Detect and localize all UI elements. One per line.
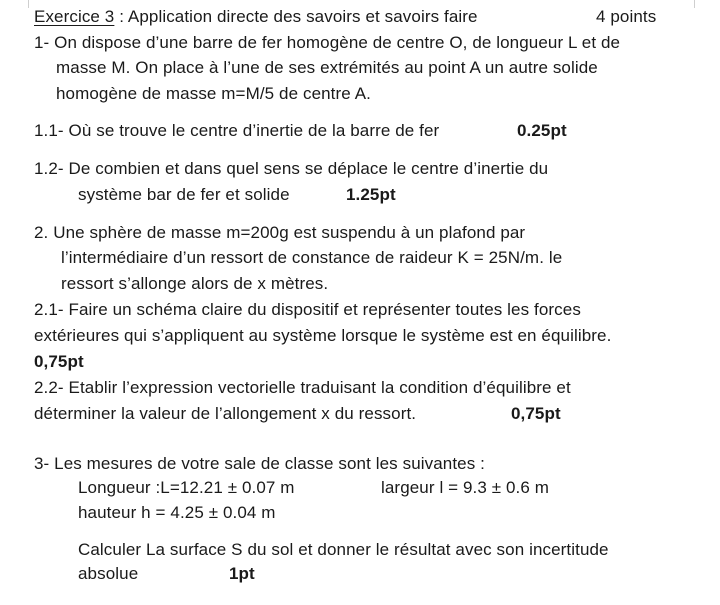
q2-2-line-2: déterminer la valeur de l’allongement x du ressort. xyxy=(34,404,417,423)
q1-line-1: 1- On dispose d’une barre de fer homogène de centre O, de longueur L et de xyxy=(34,33,621,52)
q1-line-3: homogène de masse m=M/5 de centre A. xyxy=(56,84,371,103)
left-frame-line xyxy=(28,0,29,8)
q1-2-score: 1.25pt xyxy=(346,185,396,204)
exercise-label: Exercice 3 xyxy=(34,7,115,26)
exercise-points: 4 points xyxy=(596,7,657,26)
q2-line-1: 2. Une sphère de masse m=200g est suspendu à un plafond par xyxy=(34,223,526,242)
q2-line-3: ressort s’allonge alors de x mètres. xyxy=(61,274,329,293)
q3-score: 1pt xyxy=(229,564,255,583)
q3-length: Longueur :L=12.21 ± 0.07 m xyxy=(78,478,295,497)
q2-1-score: 0,75pt xyxy=(34,352,84,371)
q2-2-score: 0,75pt xyxy=(511,404,561,423)
q1-2-line-1: 1.2- De combien et dans quel sens se déplace le centre d’inertie du xyxy=(34,159,549,178)
q1-1-score: 0.25pt xyxy=(517,121,567,140)
q2-line-2: l’intermédiaire d’un ressort de constance de raideur K = 25N/m. le xyxy=(61,248,563,267)
q1-line-2: masse M. On place à l’une de ses extrémités au point A un autre solide xyxy=(56,58,598,77)
q1-1-text: 1.1- Où se trouve le centre d’inertie de la barre de fer xyxy=(34,121,440,140)
q2-1-line-1: 2.1- Faire un schéma claire du dispositif et représenter toutes les forces xyxy=(34,300,581,319)
q2-2-line-1: 2.2- Etablir l’expression vectorielle traduisant la condition d’équilibre et xyxy=(34,378,571,397)
q3-task-line-1: Calculer La surface S du sol et donner le résultat avec son incertitude xyxy=(78,540,609,559)
q3-task-line-2: absolue xyxy=(78,564,139,583)
right-frame-line xyxy=(694,0,695,8)
q3-width: largeur l = 9.3 ± 0.6 m xyxy=(381,478,550,497)
q3-intro: 3- Les mesures de votre sale de classe sont les suivantes : xyxy=(34,454,485,473)
q1-2-line-2: système bar de fer et solide xyxy=(78,185,290,204)
exercise-header xyxy=(34,6,478,28)
exercise-title: : Application directe des savoirs et savoirs faire xyxy=(114,7,478,26)
q3-height: hauteur h = 4.25 ± 0.04 m xyxy=(78,503,276,522)
q2-1-line-2: extérieures qui s’appliquent au système lorsque le système est en équilibre. xyxy=(34,326,612,345)
